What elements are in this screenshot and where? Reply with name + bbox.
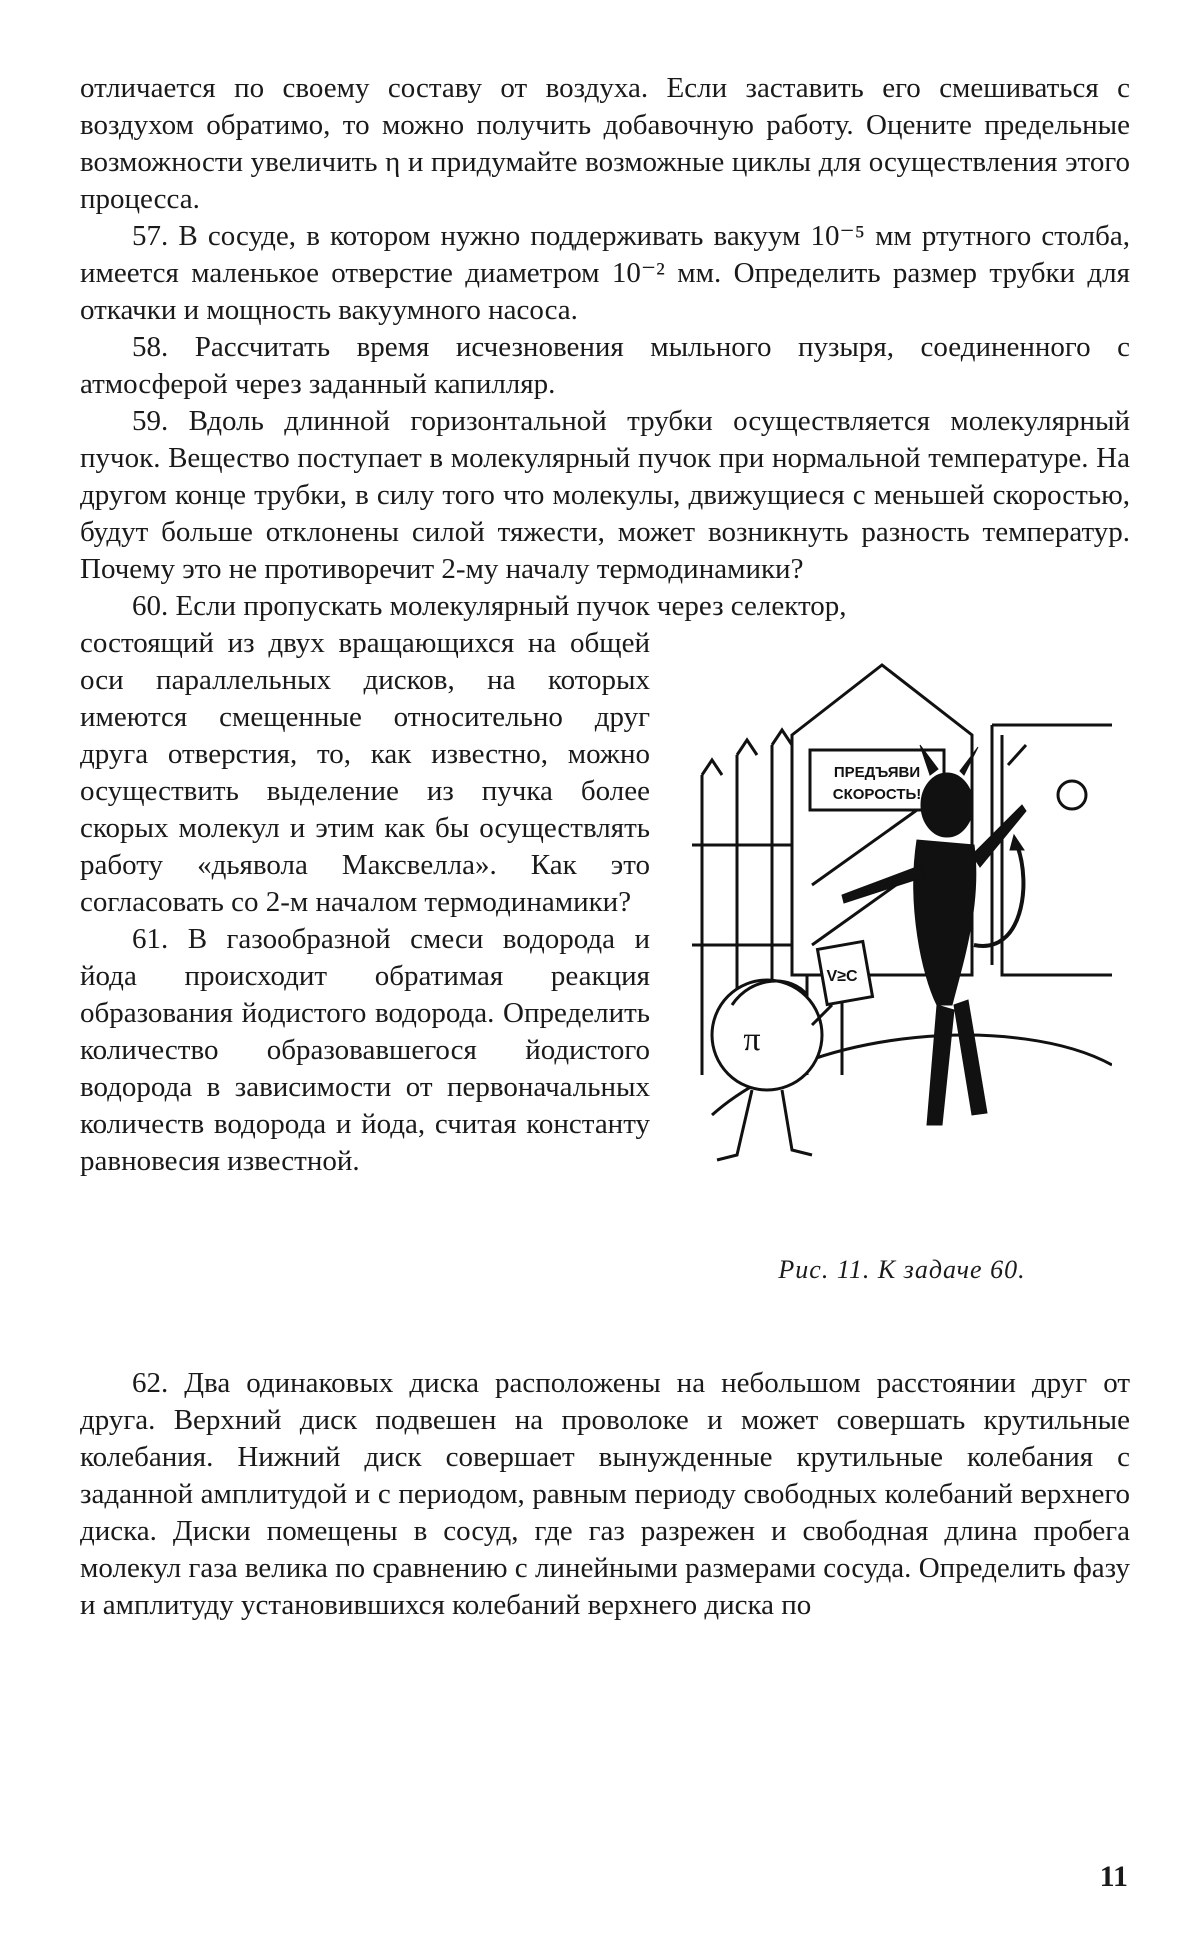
figure-maxwell-demon	[692, 645, 1112, 1335]
problem-60-lead: 60. Если пропускать молекулярный пучок через селектор,	[132, 590, 847, 622]
sign-line-2: СКОРОСТЬ!	[832, 786, 922, 803]
pi-symbol: π	[743, 1021, 761, 1058]
problem-60-61-block	[80, 625, 1130, 1365]
problem-62: 62. Два одинаковых диска расположены на небольшом расстоянии друг от друга. Верхний диск подвешен на проволоке и может совершать крутильные колебания. Нижний диск совершает вынужденные крутильные колебания с заданной амплитудой и с периодом, равным периоду свободных колебаний верхнего диска. Диски помещены в сосуд, где газ разрежен и свободная длина пробега молекул газа велика по сравнению с линейными размерами сосуда. Определить фазу и амплитуду установившихся колебаний верхнего диска по	[80, 1367, 1130, 1621]
problem-61: 61. В газообразной смеси водорода и йода происходит обратимая реакция образования йодистого водорода. Определить количество образовавшегося йодистого водорода в зависимости от первоначальных количеств водорода и йода, считая константу равновесия известной.	[80, 923, 650, 1177]
narrow-text-column	[80, 625, 650, 1180]
problem-59: 59. Вдоль длинной горизонтальной трубки осуществляется молекулярный пучок. Вещество поступает в молекулярный пучок при нормальной температуре. На другом конце трубки, в силу того что молекулы, движущиеся с меньшей скоростью, будут больше отклонены силой тяжести, может возникнуть разность температур. Почему это не противоречит 2-му началу термодинамики?	[80, 405, 1130, 585]
card-label: V≥C	[826, 968, 858, 985]
problem-57: 57. В сосуде, в котором нужно поддерживать вакуум 10⁻⁵ мм ртутного столба, имеется маленькое отверстие диаметром 10⁻² мм. Определить размер трубки для откачки и мощность вакуумного насоса.	[80, 220, 1130, 326]
problem-60-body: состоящий из двух вращающихся на общей оси параллельных дисков, на которых имеются смещенные относительно друг друга отверстия, то, как известно, можно осуществить выделение из пучка более скорых молекул и этим как бы осуществлять работу «дьявола Максвелла». Как это согласовать со 2-м началом термодинамики?	[80, 627, 650, 918]
maxwell-demon-illustration	[692, 645, 1112, 1215]
page-body	[80, 70, 1130, 1624]
problem-58: 58. Рассчитать время исчезновения мыльного пузыря, соединенного с атмосферой через заданный капилляр.	[80, 331, 1130, 400]
figure-caption: Рис. 11. К задаче 60.	[778, 1255, 1026, 1284]
page-number: 11	[1099, 1860, 1128, 1893]
sign-line-1: ПРЕДЪЯВИ	[833, 764, 921, 781]
paragraph-intro: отличается по своему составу от воздуха. Если заставить его смешиваться с воздухом обратимо, то можно получить добавочную работу. Оцените предельные возможности увеличить η и придумайте возможные циклы для осуществления этого процесса.	[80, 72, 1130, 215]
